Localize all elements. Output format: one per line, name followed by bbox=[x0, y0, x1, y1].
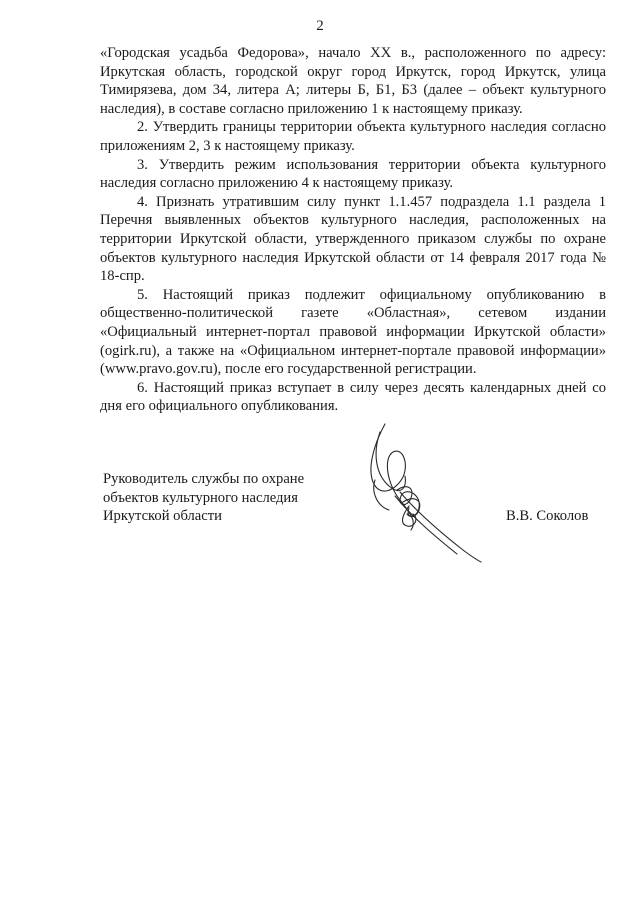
handwritten-signature bbox=[345, 422, 490, 572]
signer-name: В.В. Соколов bbox=[506, 508, 589, 524]
signer-position-line-3: Иркутской области bbox=[103, 508, 222, 525]
signer-position bbox=[103, 470, 304, 526]
paragraph-4: 4. Признать утратившим силу пункт 1.1.457 подраздела 1.1 раздела 1 Перечня выявленных объектов культурного наследия, расположенных на территории Иркутской области, утвержденного приказом службы по охране объектов культурного наследия Иркутской области от 14 февраля 2017 года № 18-спр. bbox=[100, 193, 606, 285]
paragraph-2: 2. Утвердить границы территории объекта культурного наследия согласно приложениям 2, 3 к настоящему приказу. bbox=[100, 119, 606, 154]
page-number: 2 bbox=[316, 18, 324, 34]
document-body bbox=[100, 44, 606, 416]
paragraph-1-continuation: «Городская усадьба Федорова», начало XX в., расположенного по адресу: Иркутская область, городской округ город Иркутск, город Иркутск, улица Тимирязева, дом 34, литера А; литеры Б, Б1, Б3 (далее – объект культурного наследия), в составе согласно приложению 1 к настоящему приказу. bbox=[100, 45, 606, 117]
signer-position-line-2: объектов культурного наследия bbox=[103, 489, 298, 506]
signer-position-line-1: Руководитель службы по охране bbox=[103, 471, 305, 487]
paragraph-3: 3. Утвердить режим использования территории объекта культурного наследия согласно приложению 4 к настоящему приказу. bbox=[100, 156, 606, 192]
paragraph-6: 6. Настоящий приказ вступает в силу через десять календарных дней со дня его официального опубликования. bbox=[100, 379, 606, 415]
paragraph-5: 5. Настоящий приказ подлежит официальному опубликованию в общественно-политической газете «Областная», сетевом издании «Официальный интернет-портал правовой информации Иркутской области» (ogirk.ru), а также на «Официальном интернет-портале правовой информации» (www.pravo.gov.ru), после его государственной регистрации. bbox=[100, 286, 606, 378]
